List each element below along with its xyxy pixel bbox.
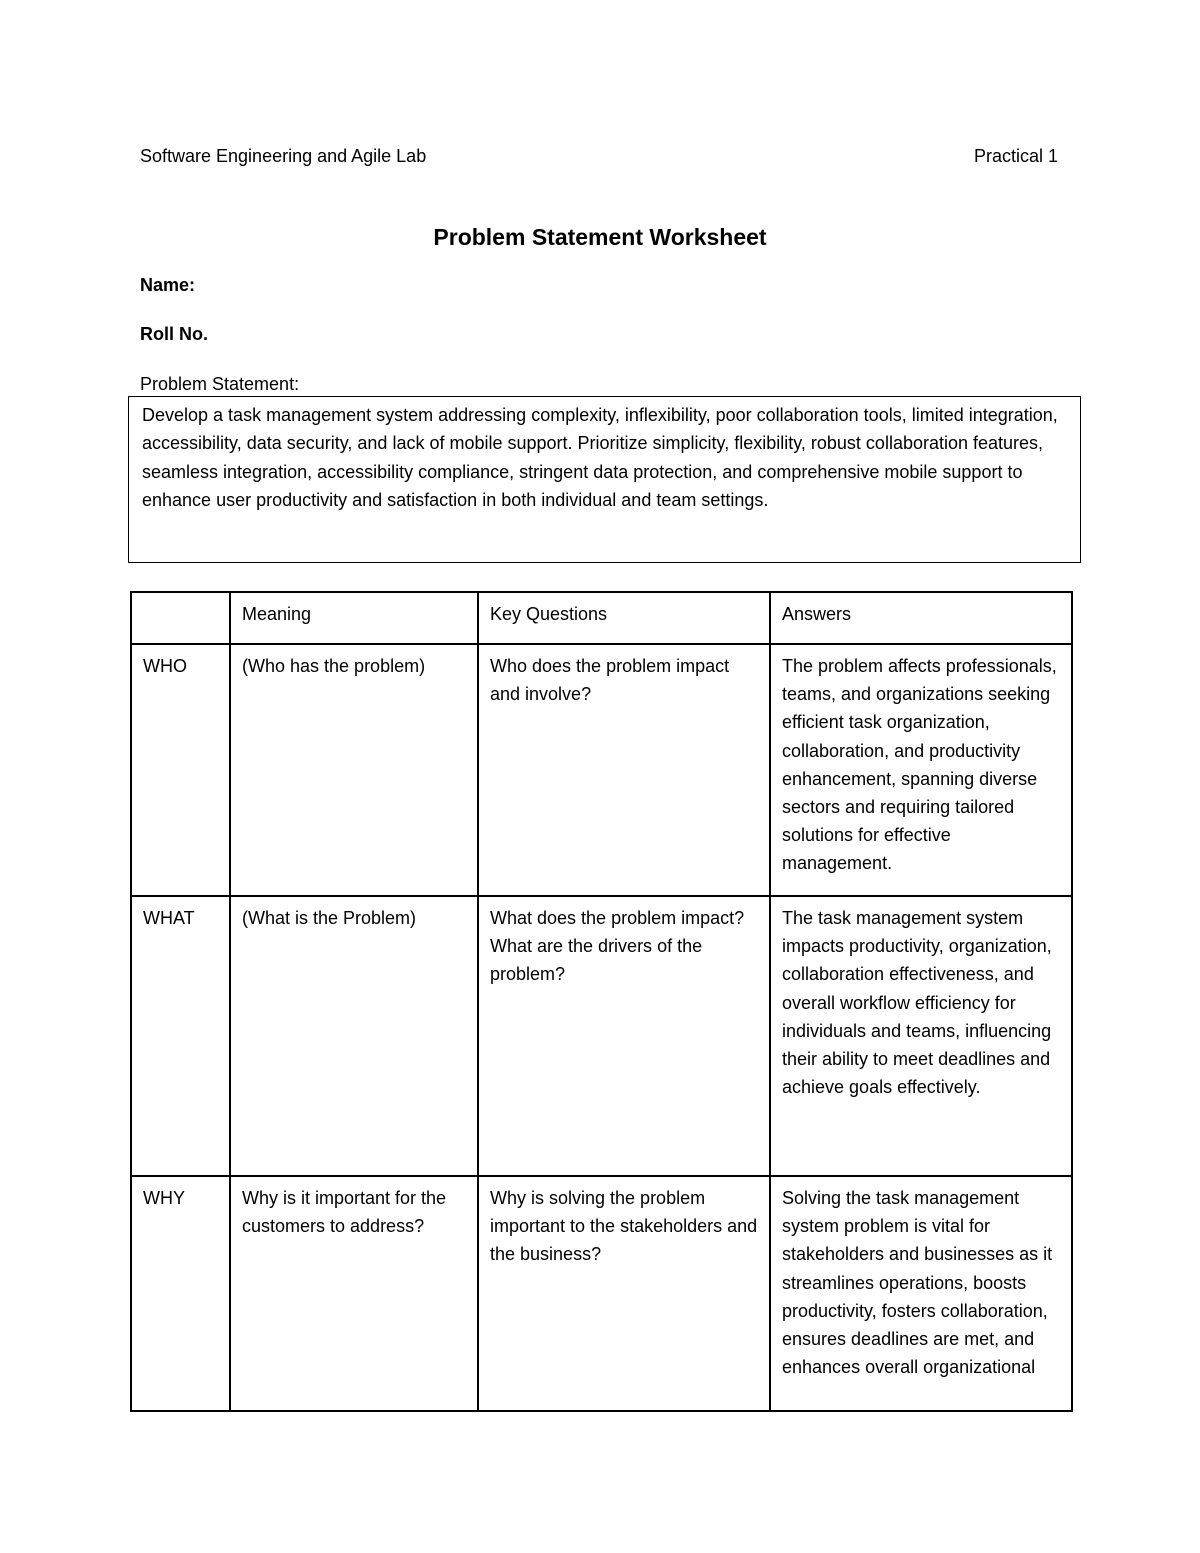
course-name: Software Engineering and Agile Lab [140,146,427,166]
answer-cell: The problem affects professionals, teams, and organizations seeking efficient task organization, collaboration, and productivity enhancement, spanning diverse sectors and requiring tailored solutions for effective management. [770,644,1072,896]
worksheet-table [130,591,1073,1412]
meaning-cell: (What is the Problem) [230,896,478,1176]
page-header [140,144,1058,168]
question-text: What are the drivers of the problem? [490,936,703,985]
meaning-cell: (Who has the problem) [230,644,478,896]
questions-cell [478,644,770,896]
row-label: WHY [131,1176,230,1411]
header-cell-empty [131,592,230,644]
table-header-row [131,592,1072,644]
row-label: WHO [131,644,230,896]
questions-cell [478,1176,770,1411]
problem-statement-label: Problem Statement: [140,374,300,394]
table-row-who [131,644,1072,896]
questions-cell [478,896,770,1176]
header-cell-key-questions: Key Questions [478,592,770,644]
page-title: Problem Statement Worksheet [433,224,767,250]
roll-number-label: Roll No. [140,324,208,344]
question-text: Who does the problem impact and involve? [490,656,730,705]
problem-statement-box: Develop a task management system addressing complexity, inflexibility, poor collaboration tools, limited integration, accessibility, data security, and lack of mobile support. Prioritize simplicity, flexibility, robust collaboration features, seamless integration, accessibility compliance, stringent data protection, and comprehensive mobile support to enhance user productivity and satisfaction in both individual and team settings. [128,396,1081,563]
answer-cell: Solving the task management system problem is vital for stakeholders and businesses as it streamlines operations, boosts productivity, fosters collaboration, ensures deadlines are met, and enhances overall organizational [770,1176,1072,1411]
answer-cell: The task management system impacts productivity, organization, collaboration effectiveness, and overall workflow efficiency for individuals and teams, influencing their ability to meet deadlines and achieve goals effectively. [770,896,1072,1176]
header-cell-answers: Answers [770,592,1072,644]
header-cell-meaning: Meaning [230,592,478,644]
name-label: Name: [140,275,196,295]
table-row-what [131,896,1072,1176]
row-label: WHAT [131,896,230,1176]
table-row-why [131,1176,1072,1411]
question-text: Why is solving the problem important to the stakeholders and the business? [490,1188,758,1265]
meaning-cell: Why is it important for the customers to address? [230,1176,478,1411]
question-text: What does the problem impact? [490,908,745,928]
practical-number: Practical 1 [973,146,1058,166]
